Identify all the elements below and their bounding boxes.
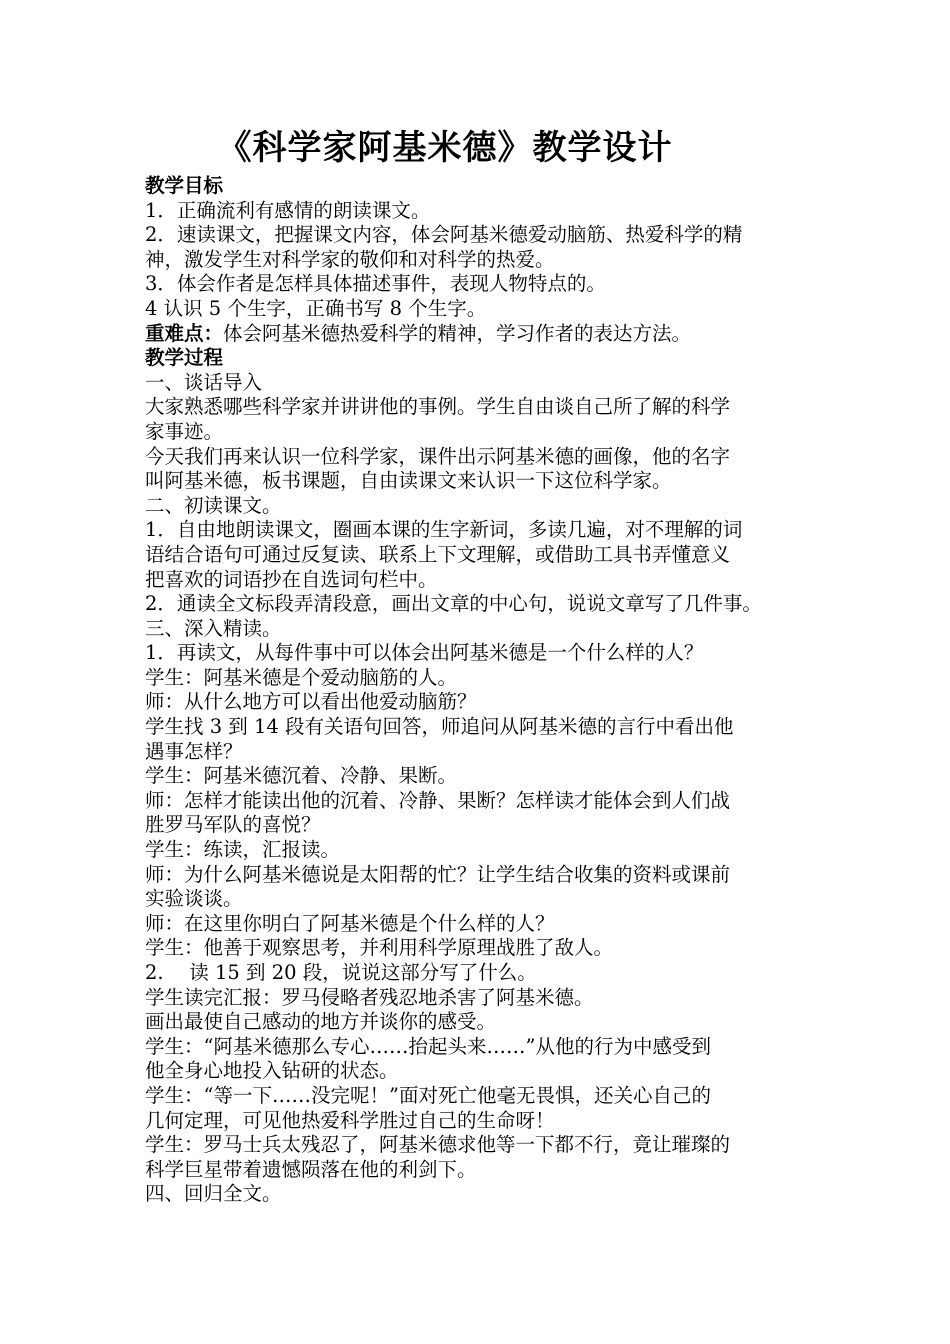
body-line: 学生：他善于观察思考，并利用科学原理战胜了敌人。 (145, 936, 614, 960)
body-line: 几何定理，可见他热爱科学胜过自己的生命呀！ (145, 1108, 555, 1132)
body-line: 今天我们再来认识一位科学家，课件出示阿基米德的画像，他的名字 (145, 444, 731, 468)
body-line: 学生找 3 到 14 段有关语句回答，师追问从阿基米德的言行中看出他 (145, 715, 734, 739)
body-line: 师：为什么阿基米德说是太阳帮的忙？让学生结合收集的资料或课前 (145, 862, 731, 886)
body-line: 3．体会作者是怎样具体描述事件，表现人物特点的。 (145, 272, 606, 296)
body-line: 师：怎样才能读出他的沉着、冷静、果断？怎样读才能体会到人们战 (145, 788, 731, 812)
body-line: 叫阿基米德，板书课题，自由读课文来认识一下这位科学家。 (145, 469, 672, 493)
document-title: 《科学家阿基米德》教学设计 (217, 128, 673, 168)
body-line: 把喜欢的词语抄在自选词句栏中。 (145, 567, 438, 591)
body-line: 实验谈谈。 (145, 887, 243, 911)
body-line: 他全身心地投入钻研的状态。 (145, 1059, 399, 1083)
body-line: 科学巨星带着遗憾陨落在他的利剑下。 (145, 1157, 477, 1181)
body-line: 家事迹。 (145, 419, 224, 443)
body-line: 1．自由地朗读课文，圈画本课的生字新词，多读几遍，对不理解的词 (145, 518, 743, 542)
body-line: 二、初读课文。 (145, 493, 282, 517)
body-line: 三、深入精读。 (145, 616, 282, 640)
body-line: 2．速读课文，把握课文内容，体会阿基米德爱动脑筋、热爱科学的精 (145, 223, 743, 247)
body-line: 学生：阿基米德是个爱动脑筋的人。 (145, 665, 458, 689)
document-body (145, 174, 817, 1207)
body-line: 学生：练读，汇报读。 (145, 838, 341, 862)
body-line: 学生：“阿基米德那么专心……抬起头来……”从他的行为中感受到 (145, 1034, 711, 1058)
body-line: 四、回归全文。 (145, 1182, 282, 1206)
body-line: 胜罗马军队的喜悦？ (145, 813, 321, 837)
section-heading: 教学目标 (145, 174, 224, 197)
body-line: 4 认识 5 个生字，正确书写 8 个生字。 (145, 296, 487, 320)
body-line: 2．通读全文标段弄清段意，画出文章的中心句，说说文章写了几件事。 (145, 592, 762, 616)
key-points-line (145, 322, 817, 347)
body-line: 画出最使自己感动的地方并谈你的感受。 (145, 1010, 497, 1034)
section-heading: 教学过程 (145, 346, 224, 370)
key-points-label: 重难点： (145, 321, 224, 345)
body-line: 遇事怎样？ (145, 739, 243, 763)
body-line: 语结合语句可通过反复读、联系上下文理解，或借助工具书弄懂意义 (145, 542, 731, 566)
body-line: 师：在这里你明白了阿基米德是个什么样的人？ (145, 911, 555, 935)
body-line: 学生：“等一下……没完呢！”面对死亡他毫无畏惧，还关心自己的 (145, 1083, 711, 1107)
body-line: 大家熟悉哪些科学家并讲讲他的事例。学生自由谈自己所了解的科学 (145, 395, 731, 419)
body-line: 1．再读文，从每件事中可以体会出阿基米德是一个什么样的人？ (145, 641, 704, 665)
body-line: 神，激发学生对科学家的敬仰和对科学的热爱。 (145, 247, 555, 271)
body-line: 学生读完汇报：罗马侵略者残忍地杀害了阿基米德。 (145, 985, 594, 1009)
body-line: 一、谈话导入 (145, 370, 263, 394)
body-line: 学生：罗马士兵太残忍了，阿基米德求他等一下都不行，竟让璀璨的 (145, 1133, 731, 1157)
body-line: 学生：阿基米德沉着、冷静、果断。 (145, 764, 458, 788)
body-line: 2. 读 15 到 20 段，说说这部分写了什么。 (145, 961, 537, 984)
body-line: 师：从什么地方可以看出他爱动脑筋？ (145, 690, 477, 714)
key-points-text: 体会阿基米德热爱科学的精神，学习作者的表达方法。 (223, 321, 692, 345)
body-line: 1．正确流利有感情的朗读课文。 (145, 198, 431, 222)
